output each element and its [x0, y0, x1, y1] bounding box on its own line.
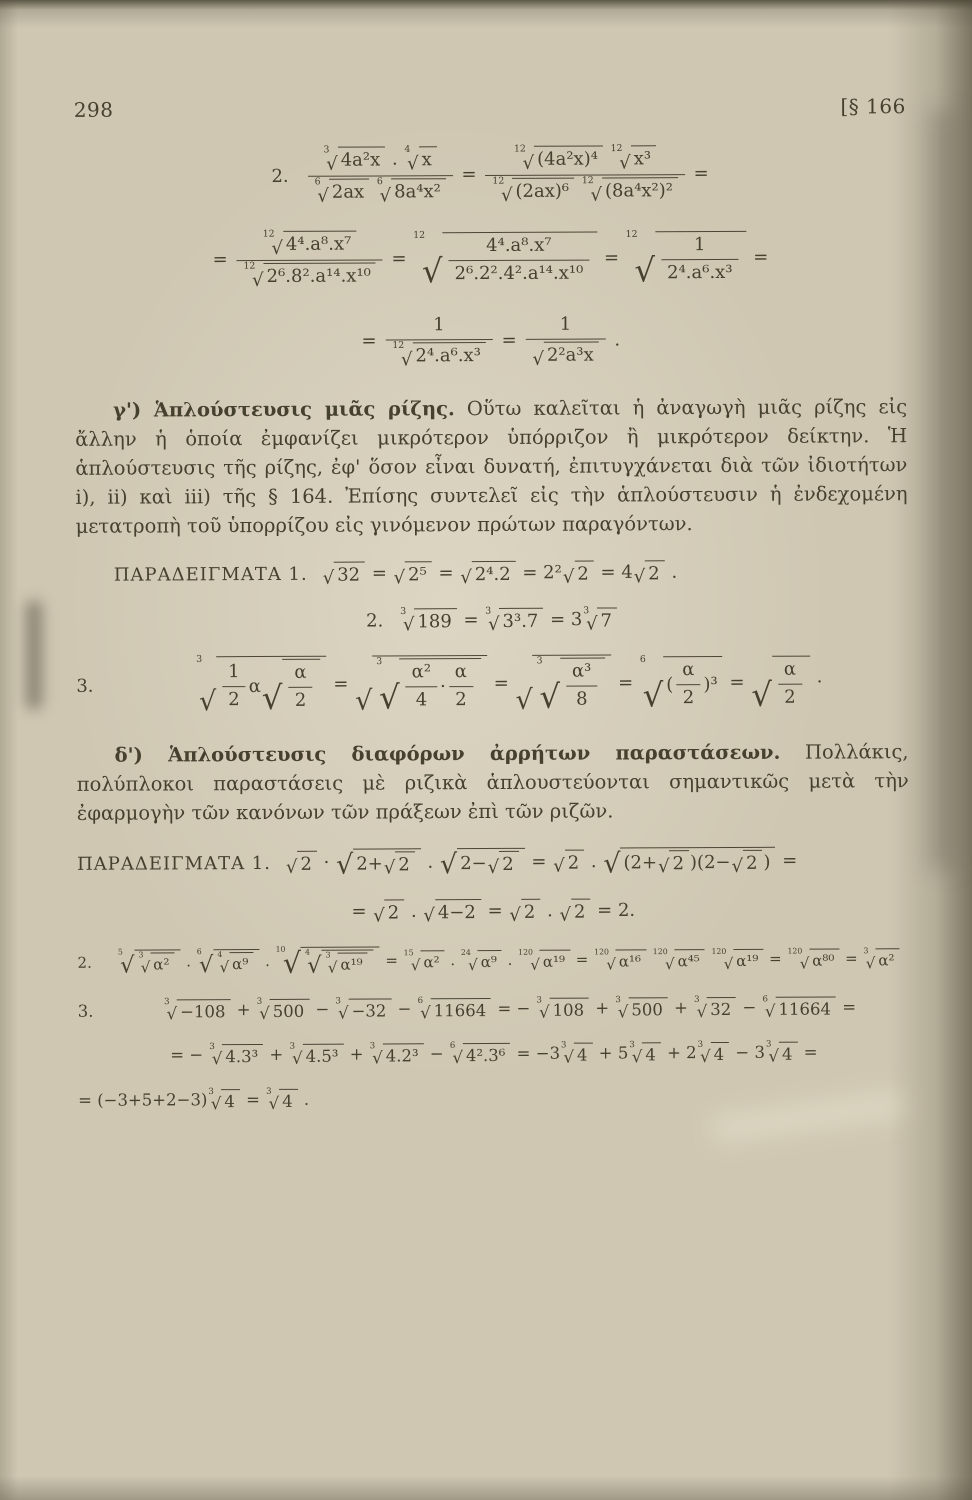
paragraph-gamma-body: Οὕτω καλεῖται ἡ ἀναγωγὴ μιᾶς ρίζης εἰς ἄλλην ἡ ὁποία ἐμφανίζει μικρότερον ὑπόρριζον ἢ μικρότερον δείκτην. Ἡ ἁπλούστευσις τῆς ρίζης, ἐφ' ὅσον εἶναι δυνατή, ἐπιτυγχάνεται διὰ τῶν ἰδιοτήτων i), ii) καὶ iii) τῆς § 164. Ἐπίσης συντελεῖ εἰς τὴν ἁπλούστευσιν ἡ ἐνδεχομένη μετατροπὴ τοῦ ὑπορρίζου εἰς γινόμενον πρώτων παραγόντων.: [75, 395, 908, 538]
radical: 120 √ α⁸⁰: [787, 948, 839, 970]
equation-number: 2.: [271, 165, 289, 187]
fraction: [485, 145, 685, 204]
section-reference: [§ 166: [840, 94, 906, 119]
fraction: 1 12 √ 2⁴.a⁶.x³: [385, 314, 493, 368]
scan-edge-shadow: [928, 110, 956, 870]
radical: 3 √ 4: [561, 1043, 593, 1066]
radical: 3 √ α²: [863, 948, 899, 970]
paragraph-gamma-heading: γ') Ἁπλούστευσις μιᾶς ρίζης.: [113, 397, 455, 422]
radical: 15 √ α²: [404, 950, 445, 972]
radical: 3 √ 4a²x: [323, 146, 385, 173]
radical: 3 √ 4.3³: [209, 1044, 263, 1067]
example-number: 3.: [76, 675, 94, 697]
radical: √ 2: [509, 899, 540, 924]
radical: √ 2: [373, 899, 404, 924]
math-expression: √ 2 · √ 2+ √ 2 . √ 2− √ 2 = √ 2 . √ (2+ √ 2 )(2− √ 2 ) =: [285, 848, 798, 881]
radical: √ 3 √ $\frac{\text{α³}}{8}$: [515, 654, 611, 712]
fraction: $\frac{\alpha}{2}$: [676, 659, 700, 709]
radical: 4 √ 3 √ α¹⁹: [305, 950, 374, 976]
radical: 6 √ 8a⁴x²: [377, 178, 446, 205]
radical: 12 √ (4a²x)⁴: [514, 146, 603, 173]
examples2-line2: [77, 897, 909, 926]
examples2-example2: [77, 944, 909, 981]
fraction: 1 √ 2²a³x: [525, 314, 606, 368]
radical: 120 √ α¹⁹: [518, 950, 570, 972]
math-expression: = √ 2 . √ 4−2 = √ 2 . √ 2 = 2.: [351, 899, 636, 927]
examples2-line1: [77, 846, 909, 879]
example-number: 2.: [366, 610, 384, 632]
equation-block-2: [74, 144, 907, 370]
radical: √ $\frac{\alpha}{2}$: [262, 659, 321, 713]
fraction: $\frac{\text{α³}}{8}$: [566, 661, 598, 711]
radical: 120 √ α¹⁶: [594, 949, 646, 971]
radical: 3 √ 108: [537, 998, 590, 1021]
radical: 12 √ $\frac{1}{\text{2⁴.a⁶.x³}}$: [626, 231, 747, 286]
radical: 4 √ α⁹: [217, 952, 253, 974]
radical: 3 √ 4: [208, 1089, 240, 1112]
radical: 3 √ 4: [629, 1042, 661, 1065]
radical: 3 √ α²: [138, 952, 174, 974]
radical: √ $\frac{\alpha}{2}$: [751, 656, 810, 710]
fraction: $\frac{\text{4⁴.a⁸.x⁷}}{\text{2⁶.2².4².a¹⁴.x¹⁰}}$: [448, 235, 589, 286]
examples2-example3-line3: [78, 1086, 910, 1113]
fraction: $\frac{\alpha}{2}$: [449, 661, 473, 711]
examples1-line3: [76, 653, 908, 715]
paragraph-delta: [77, 737, 909, 828]
radical: 12 √ $\frac{\text{4⁴.a⁸.x⁷}}{\text{2⁶.2².4².a¹⁴.x¹⁰}}$: [413, 232, 597, 287]
examples2-example3-line2: [78, 1041, 910, 1068]
radical: 3 √ 32: [694, 997, 736, 1020]
radical: 3 √ $\frac{\text{α³}}{8}$: [537, 658, 606, 712]
examples2-example3-line1: [78, 996, 910, 1023]
math-expression: 5 √ 3 √ α² . 6 √ 4 √ α⁹ . 10 √ 4 √ 3 √ α¹⁹ = 15 √ α² . 24 √ α⁹ . 120 √ α¹⁹ = 120 √ α¹⁶ 120 √ α⁴⁵ 120 √ α¹⁹ = 120 √ α⁸⁰ = 3 √ α²: [117, 944, 901, 977]
radical: √ 2− √ 2: [440, 848, 525, 877]
math-expression: = 12 √ 4⁴.a⁸.x⁷ 12 √ 2⁶.8².a¹⁴.x¹⁰ = 12 √ $\frac{\text{4⁴.a⁸.x⁷}}{\text{2⁶.2².4².a¹⁴.x¹⁰}}$ = 12 √ $\frac{1}{\text{2⁴.a⁶.x³}}$ =: [212, 228, 769, 291]
paragraph-delta-heading: δ') Ἁπλούστευσις διαφόρων ἀρρήτων παραστάσεων.: [114, 740, 781, 767]
math-expression: 3 √ 189 = 3 √ 3³.7 = 3 3 √ 7: [399, 607, 618, 633]
fraction: 3 √ 4a²x . 4 √ x 6 √ 2ax 6 √ 8a⁴x²: [307, 146, 452, 205]
equation-line: [74, 144, 906, 206]
fraction: $\frac{\alpha}{2}$: [288, 662, 312, 712]
fraction: $\frac{1}{2}$: [222, 661, 246, 711]
radical: 6 √ 4 √ α⁹: [197, 949, 260, 975]
radical: 3 √ 500: [615, 997, 668, 1020]
radical: 3 √ −32: [336, 998, 392, 1021]
examples1-line2: [76, 606, 908, 635]
math-expression: 3 √ −108 + 3 √ 500 − 3 √ −32 − 6 √ 11664 = − 3 √ 108 + 3 √ 500 + 3 √ 32 − 6 √ 11664 =: [164, 994, 857, 1024]
radical: √ 2: [488, 851, 519, 876]
radical: √ 2: [553, 850, 584, 875]
radical: √ 2²a³x: [532, 341, 598, 368]
paragraph-delta-body: Πολλάκις, πολύπλοκοι παραστάσεις μὲ ριζικὰ ἁπλουστεύονται σημαντικῶς μετὰ τὴν ἐφαρμογὴν τῶν κανόνων τῶν πράξεων ἐπὶ τῶν ριζῶν.: [76, 740, 909, 825]
radical: 24 √ α⁹: [461, 950, 502, 972]
radical: √ 4−2: [423, 899, 481, 924]
radical: √ 2: [286, 851, 317, 876]
radical: 120 √ α¹⁹: [711, 949, 763, 971]
examples-label: ΠΑΡΑΔΕΙΓΜΑΤΑ 1.: [77, 852, 272, 875]
math-expression: 3 √ $\frac{1}{2}$ α √ $\frac{\alpha}{2}$ = √ 3 √ $\frac{\text{α²}}{4}$ · $\frac{\alpha}{2}$ = √ 3 √ $\frac{\text{α³}}{8}$ = 6 √ ( $\frac{\alpha}{2}$ )³ = √ $\frac{\alpha}{2}$ ·: [196, 653, 823, 717]
example-number: 2.: [77, 953, 92, 972]
radical: 3 √ 7: [583, 607, 617, 632]
radical: 6 √ ( $\frac{\alpha}{2}$ )³: [640, 656, 723, 710]
radical: √ 32: [323, 562, 365, 587]
math-expression: = (−3+5+2−3) 3 √ 4 = 3 √ 4 .: [78, 1086, 310, 1114]
radical: 6 √ 4².3⁶: [450, 1043, 511, 1066]
radical: 12 √ 2⁴.a⁶.x³: [392, 342, 486, 369]
radical: √ 2: [732, 850, 763, 875]
page-number: 298: [73, 97, 114, 122]
radical: 5 √ 3 √ α²: [118, 949, 181, 975]
radical: 3 √ $\frac{1}{2}$ α √ $\frac{\alpha}{2}$: [196, 656, 327, 715]
radical: 10 √ 4 √ 3 √ α¹⁹: [276, 946, 380, 976]
examples1-line1: [76, 559, 908, 588]
radical: 3 √ $\frac{\text{α²}}{4}$ · $\frac{\alpha}{2}$: [376, 658, 481, 712]
radical: 3 √ 3³.7: [485, 608, 543, 633]
radical: 6 √ 11664: [762, 997, 836, 1020]
radical: 120 √ α⁴⁵: [653, 949, 705, 971]
radical: 3 √ −108: [164, 999, 230, 1022]
radical: 6 √ 11664: [418, 998, 492, 1021]
radical: 12 √ (2ax)⁶: [492, 177, 574, 204]
scan-smudge: [26, 600, 42, 710]
radical: 12 √ (8a⁴x²)²: [582, 177, 678, 204]
paragraph-gamma: [75, 392, 908, 541]
radical: 12 √ 2⁶.8².a¹⁴.x¹⁰: [243, 262, 375, 289]
radical: 3 √ 500: [257, 999, 310, 1022]
math-expression: √ 32 = √ 2⁵ = √ 2⁴.2 = 2² √ 2 = 4 √ 2 .: [322, 561, 678, 589]
radical: 3 √ α¹⁹: [326, 953, 368, 975]
radical: √ 2⁴.2: [460, 561, 515, 586]
math-expression: 3 √ 4a²x . 4 √ x 6 √ 2ax 6 √ 8a⁴x² = 12 √ (4a²x)⁴ 12 √ x³ 12 √ (2ax)⁶ 12 √ (8a⁴x²)² =: [304, 145, 708, 205]
fraction: $\frac{1}{\text{2⁴.a⁶.x³}}$: [661, 234, 739, 284]
radical: 12 √ x³: [611, 145, 657, 172]
radical: √ 2+ √ 2: [336, 848, 421, 877]
fraction: $\frac{\text{α²}}{4}$: [406, 661, 438, 711]
radical: √ 2: [384, 851, 415, 876]
radical: √ 2: [563, 561, 594, 586]
radical: √ 2: [559, 899, 590, 924]
math-expression: = − 3 √ 4.3³ + 3 √ 4.5³ + 3 √ 4.2³ − 6 √ 4².3⁶ = −3 3 √ 4 + 5 3 √ 4 + 2 3 √ 4 − 3 3 √ 4 =: [170, 1039, 818, 1069]
radical: 12 √ 4⁴.a⁸.x⁷: [263, 231, 357, 258]
page-header: [74, 94, 906, 122]
examples-label: ΠΑΡΑΔΕΙΓΜΑΤΑ 1.: [113, 563, 308, 586]
radical: 3 √ 4.5³: [290, 1044, 344, 1067]
equation-line: [74, 228, 906, 290]
math-expression: = 1 12 √ 2⁴.a⁶.x³ = 1 √ 2²a³x .: [361, 313, 621, 371]
fraction: $\frac{\alpha}{2}$: [778, 659, 802, 709]
radical: 3 √ 189: [400, 608, 457, 633]
radical: √ 2: [634, 560, 665, 585]
page-content: [74, 94, 911, 1135]
radical: √ 3 √ $\frac{\text{α²}}{4}$ · $\frac{\alpha}{2}$: [355, 655, 487, 714]
radical: 3 √ 4.2³: [370, 1043, 424, 1066]
example-number: 3.: [77, 1001, 94, 1021]
radical: √ 2: [658, 850, 689, 875]
fraction: [236, 230, 383, 289]
radical: 3 √ 4: [698, 1042, 730, 1065]
radical: √ 2⁵: [394, 561, 432, 586]
radical: 3 √ 4: [766, 1042, 798, 1065]
radical: 3 √ 4: [266, 1089, 298, 1112]
radical: 4 √ x: [404, 146, 436, 173]
radical: 6 √ 2ax: [315, 178, 370, 205]
radical: √ (2+ √ 2 )(2− √ 2 ): [603, 847, 775, 877]
equation-line: [75, 312, 907, 370]
